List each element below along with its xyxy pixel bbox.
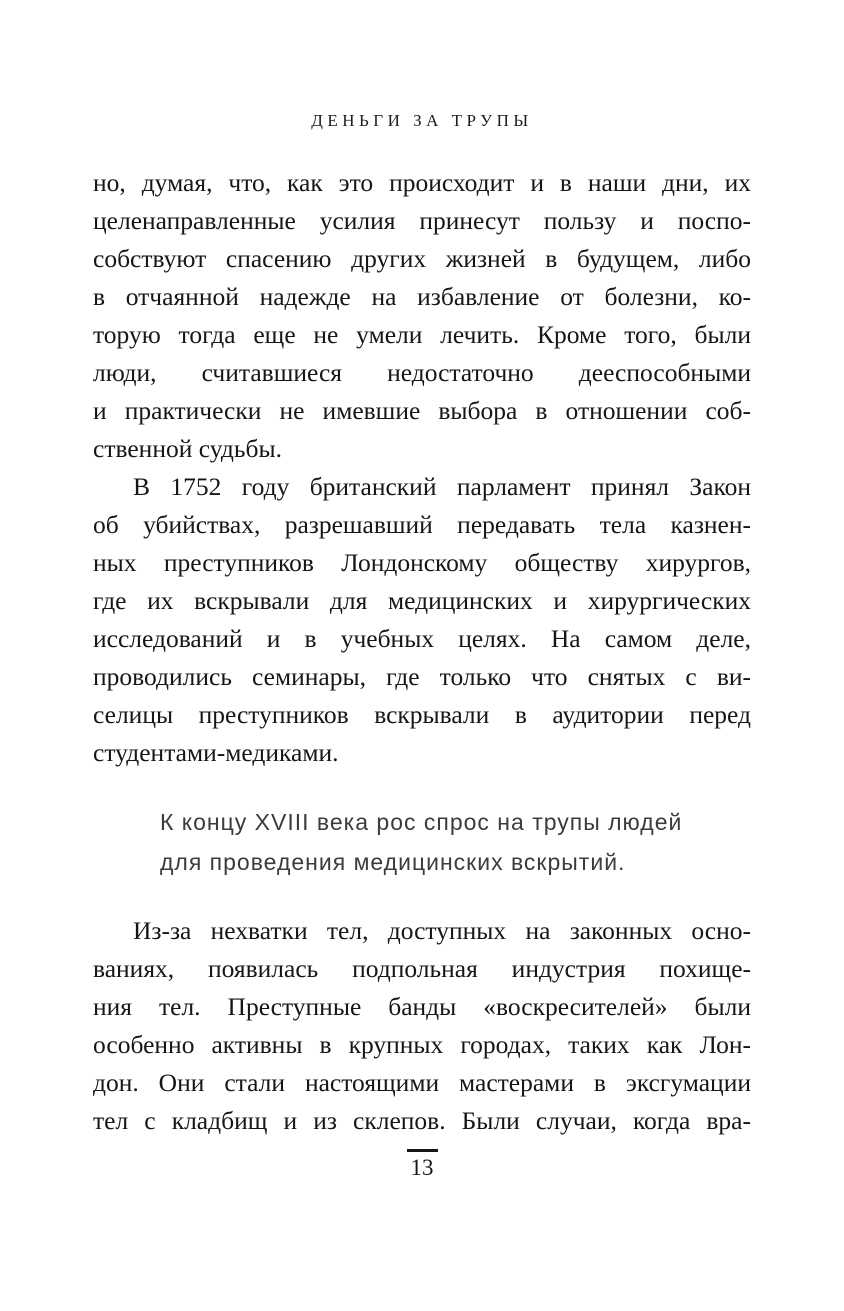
text-line: тел с кладбищ и из склепов. Были случаи, когда вра- [93,1106,751,1135]
text-line: ных преступников Лондонскому обществу хирургов, [93,548,751,577]
running-header: ДЕНЬГИ ЗА ТРУПЫ [311,111,533,130]
text-line: В 1752 году британский парламент принял Закон [133,472,751,501]
text-line: люди, считавшиеся недостаточно дееспособными [93,358,751,387]
text-line: собствуют спасению других жизней в будущем, либо [93,244,751,273]
text-line: Из-за нехватки тел, доступных на законных осно- [133,916,751,945]
text-line: но, думая, что, как это происходит и в наши дни, их [93,168,751,197]
text-line: ваниях, появилась подпольная индустрия похище- [93,954,751,983]
text-line: ния тел. Преступные банды «воскресителей» были [93,992,751,1021]
pull-quote [160,802,751,882]
paragraph-2 [93,468,751,772]
text-line: где их вскрывали для медицинских и хирургических [93,586,751,615]
text-line: целенаправленные усилия принесут пользу и поспо- [93,206,751,235]
text-line: проводились семинары, где только что снятых с ви- [93,662,751,691]
text-line: торую тогда еще не умели лечить. Кроме того, были [93,320,751,349]
paragraph-3 [93,912,751,1140]
text-line: дон. Они стали настоящими мастерами в эксгумации [93,1068,751,1097]
text-line: в отчаянной надежде на избавление от болезни, ко- [93,282,751,311]
page-number: 13 [410,1155,434,1180]
page-footer [93,1149,751,1181]
pull-quote-line: для проведения медицинских вскрытий. [160,849,626,875]
body-text [93,164,751,1181]
text-line: об убийствах, разрешавший передавать тела казнен- [93,510,751,539]
text-line: ственной судьбы. [93,434,282,463]
footer-rule [407,1149,438,1152]
text-line: и практически не имевшие выбора в отношении соб- [93,396,751,425]
text-line: исследований и в учебных целях. На самом деле, [93,624,751,653]
pull-quote-line: К концу XVIII века рос спрос на трупы людей [160,809,683,835]
text-line: особенно активны в крупных городах, таких как Лон- [93,1030,751,1059]
paragraph-1 [93,164,751,468]
text-line: студентами-медиками. [93,738,339,767]
text-line: селицы преступников вскрывали в аудитории перед [93,700,751,729]
